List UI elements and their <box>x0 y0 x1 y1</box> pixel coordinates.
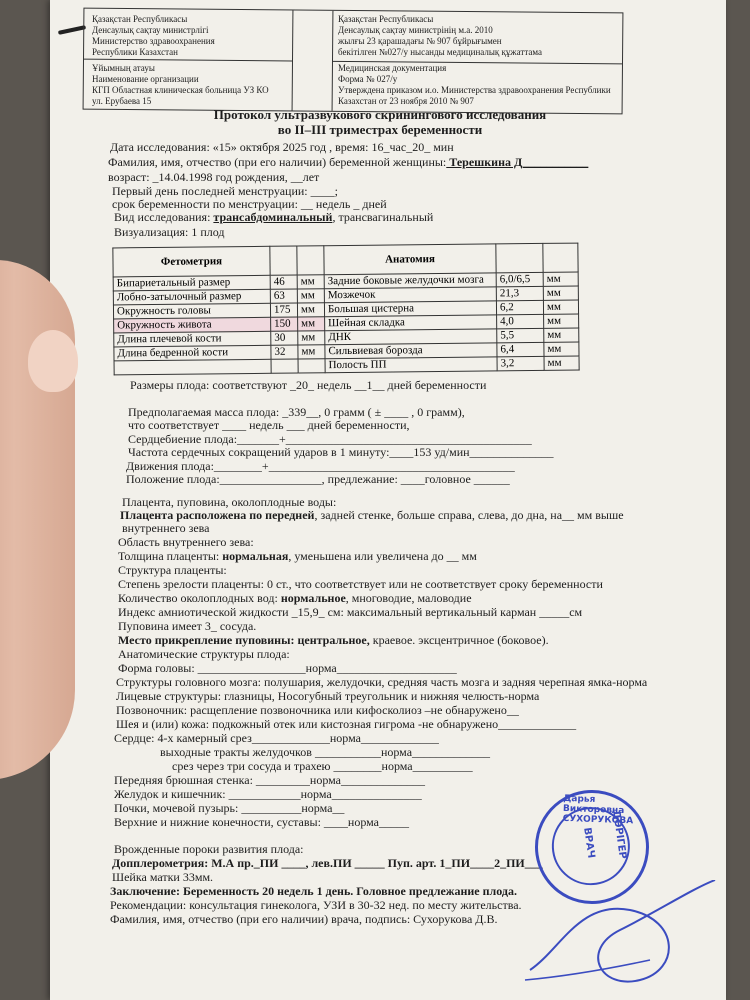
fetometry-cell-a-name: Мозжечок <box>324 287 496 303</box>
line-limbs: Верхние и нижние конечности, суставы: ____норма_____ <box>114 815 409 829</box>
line-cord: Пуповина имеет 3_ сосуда. <box>118 619 257 633</box>
line-anat: Анатомические структуры плода: <box>118 647 290 661</box>
fetometry-cell-a-value: 6,0/6,5 <box>496 272 543 286</box>
fetometry-cell-a-unit: мм <box>544 314 579 328</box>
fetometry-cell-a-value: 5,5 <box>497 328 544 342</box>
line-cervix: Шейка матки 33мм. <box>112 870 214 884</box>
line-sizes: Размеры плода: соответствуют _20_ недель __1__ дней беременности <box>130 378 487 392</box>
anatomy-header: Анатомия <box>324 244 496 275</box>
fetometry-cell-a-name: Большая цистерна <box>324 301 496 317</box>
line-doppler: Допплерометрия: М.А пр._ПИ ____, лев.ПИ _____ Пуп. арт. 1_ПИ____2_ПИ___ <box>112 856 543 870</box>
fetometry-cell-unit: мм <box>298 345 325 359</box>
fetometry-cell-a-name: Сильвиевая борозда <box>325 343 497 359</box>
segment-placenta-loc-bold: Плацента расположена по передней <box>120 508 315 522</box>
term: срок беременности по менструации: __ недель _ дней <box>112 197 387 211</box>
fetometry-table <box>112 243 579 376</box>
segment-cord-attach-bold: Место прикрепление пуповины: центральное, <box>118 633 370 647</box>
fetometry-cell-a-unit: мм <box>543 300 578 314</box>
patient-name-value: Терешкина Д___________ <box>446 155 589 169</box>
fetometry-cell-unit: мм <box>297 289 324 303</box>
patient-name-label: Фамилия, имя, отчество (при его наличии) беременной женщины: <box>108 155 447 169</box>
segment-fluid-rest: , многоводие, маловодие <box>345 591 472 605</box>
thumbnail <box>28 330 78 392</box>
line-gi: Желудок и кишечник: ____________норма_______________ <box>114 787 422 801</box>
fetometry-cell-a-unit: мм <box>543 272 578 286</box>
line-spine: Позвоночник: расщепление позвоночника или кифосколиоз –не обнаружено__ <box>116 703 519 717</box>
segment-thickness-value: нормальная <box>222 549 289 563</box>
line-inner-os: Область внутреннего зева: <box>118 535 254 549</box>
segment-cord-attach-rest: краевое. эксцентричное (боковое). <box>369 633 549 647</box>
fetometry-cell-value: 32 <box>271 345 298 359</box>
line-head-shape: Форма головы: __________________норма____________________ <box>118 661 457 675</box>
segment-fluid-value: нормальное <box>280 591 346 605</box>
line-abd-wall: Передняя брюшная стенка: _________норма______________ <box>114 773 426 787</box>
fetometry-cell-a-name: Полость ПП <box>325 357 497 373</box>
header-right-bottom-line: Медицинская документация <box>338 63 447 73</box>
header-left-top-line: Денсаулық сақтау министрлігі <box>92 25 209 35</box>
line-position: Положение плода:_________________, предлежание: ____головное ______ <box>126 472 510 486</box>
fetometry-cell-a-name: Задние боковые желудочки мозга <box>324 273 496 289</box>
fetometry-cell-name <box>114 359 271 375</box>
line-neck: Шея и (или) кожа: подкожный отек или кистозная гигрома -не обнаружено_____________ <box>116 717 577 731</box>
line-structure: Структура плаценты: <box>118 563 227 577</box>
line-thickness-label <box>118 549 477 563</box>
exam-type-value: трансабдоминальный <box>213 210 333 224</box>
exam-date: Дата исследования: «15» октября 2025 год , время: 16_час_20_ мин <box>110 140 454 154</box>
line-outflow: выходные тракты желудочков ___________норма_____________ <box>160 745 491 759</box>
fetometry-cell-a-value: 6,4 <box>497 342 544 356</box>
line-mass-corr: что соответствует ____ недель ___ дней беременности, <box>128 418 410 432</box>
fetometry-cell-name: Лобно-затылочный размер <box>113 289 270 305</box>
fetometry-cell-value: 46 <box>270 275 297 289</box>
fetometry-cell-name: Бипариетальный размер <box>113 275 270 291</box>
fetometry-cell-a-unit: мм <box>543 286 578 300</box>
fetometry-cell-name: Окружность живота <box>114 317 271 333</box>
fetometry-cell-a-unit: мм <box>544 328 579 342</box>
fetometry-cell-name: Окружность головы <box>113 303 270 319</box>
fetometry-cell-value: 30 <box>271 331 298 345</box>
line-placenta-loc2: внутреннего зева <box>122 521 210 535</box>
line-brain: Структуры головного мозга: полушария, желудочки, средняя часть мозга и задняя черепная ямка-норма <box>116 675 648 689</box>
header-right-top-line: Денсаулық сақтау министрінің м.а. 2010 <box>338 25 493 35</box>
line-maturity: Степень зрелости плаценты: 0 ст., что соответствует или не соответствует сроку беременности <box>118 577 603 591</box>
stamp-center1: ДӘРІГЕР <box>610 809 628 860</box>
header-right-bottom-line: Казахстан от 23 ноября 2010 № 907 <box>338 96 474 106</box>
line-doctor: Фамилия, имя, отчество (при его наличии) врача, подпись: Сухорукова Д.В. <box>110 912 498 926</box>
fetometry-cell-a-name: ДНК <box>325 329 497 345</box>
exam-type-label: Вид исследования: <box>114 210 214 224</box>
segment-fluid-label: Количество околоплодных вод: <box>118 591 281 605</box>
header-left-top-line: Республики Казахстан <box>92 47 178 57</box>
stamp-ring-text: Дарья Викторовна СУХОРУКОВА <box>562 793 634 827</box>
fetometry-cell-a-unit: мм <box>544 356 579 370</box>
fetometry-cell-a-name: Шейная складка <box>325 315 497 331</box>
exam-type-rest: , трансвагинальный <box>332 210 434 224</box>
header-left-bottom-line: ул. Ерубаева 15 <box>92 96 152 106</box>
line-heart: Сердце: 4-х камерный срез_____________норма_____________ <box>114 731 439 745</box>
fetometry-cell-unit <box>298 359 325 373</box>
signature <box>520 880 720 990</box>
fetometry-cell-a-value: 4,0 <box>497 314 544 328</box>
header-left-bottom-line: Наименование организации <box>92 74 199 84</box>
header-right-top-line: Қазақстан Республикасы <box>338 14 434 24</box>
line-cord-attach-bold <box>118 633 549 647</box>
line-hr: Частота сердечных сокращений ударов в 1 минуту:____153 уд/мин______________ <box>128 445 554 459</box>
line-ami: Индекс амниотической жидкости _15,9_ см: максимальный вертикальный карман _____см <box>118 605 583 619</box>
line-mass: Предполагаемая масса плода: _339__, 0 грамм ( ± ____ , 0 грамм), <box>128 405 465 419</box>
fetometry-cell-value: 63 <box>270 289 297 303</box>
line-kidneys: Почки, мочевой пузырь: __________норма__ <box>114 801 345 815</box>
fetometry-cell-a-value: 6,2 <box>496 300 543 314</box>
fetometry-header: Фетометрия <box>113 246 270 277</box>
stamp-center2: ВРАЧ <box>581 826 597 859</box>
line-placenta-loc-bold <box>120 508 624 522</box>
fetometry-cell-a-value: 21,3 <box>496 286 543 300</box>
header-left-top-line: Қазақстан Республикасы <box>92 14 188 24</box>
segment-placenta-loc-rest: , задней стенке, больше справа, слева, до дна, на__ мм выше <box>314 508 624 522</box>
header-right-bottom-line: Утверждена приказом и.о. Министерства здравоохранения Республики <box>338 85 611 95</box>
fetometry-cell-value <box>271 359 298 373</box>
lmp: Первый день последней менструации: ____; <box>112 184 338 198</box>
header-right-bottom-line: Форма № 027/у <box>338 74 398 84</box>
fetometry-cell-unit: мм <box>297 275 324 289</box>
line-malform: Врожденные пороки развития плода: <box>114 842 304 856</box>
fetometry-cell-a-value: 3,2 <box>497 356 544 370</box>
patient-age: возраст: _14.04.1998 год рождения, __лет <box>108 170 320 184</box>
header-left-top-line: Министерство здравоохранения <box>92 36 215 46</box>
line-fluid-label <box>118 591 472 605</box>
fetometry-cell-name: Длина бедренной кости <box>114 345 271 361</box>
fetometry-cell-unit: мм <box>298 331 325 345</box>
fetometry-cell-value: 175 <box>270 303 297 317</box>
header-left-bottom-line: Ұйымның атауы <box>92 63 155 73</box>
exam-type <box>114 210 433 224</box>
line-placenta-head: Плацента, пуповина, околоплодные воды: <box>122 495 337 509</box>
segment-thickness-rest: , уменьшена или увеличена до __ мм <box>288 549 477 563</box>
fetometry-cell-name: Длина плечевой кости <box>114 331 271 347</box>
fetometry-cell-unit: мм <box>298 317 325 331</box>
line-conclusion: Заключение: Беременность 20 недель 1 день. Головное предлежание плода. <box>110 884 517 898</box>
header-right-top-line: бекітілген №027/у нысанды медициналық құжаттама <box>338 47 542 57</box>
line-heartbeat: Сердцебиение плода:_______+_________________________________________ <box>128 432 532 446</box>
header-left-bottom-line: КГП Областная клиническая больница УЗ КО <box>92 85 269 95</box>
header-right-top-line: жылғы 23 қарашадағы № 907 бұйрығымен <box>338 36 502 46</box>
fetometry-cell-value: 150 <box>271 317 298 331</box>
line-movements: Движения плода:________+_________________________________________ <box>126 459 515 473</box>
segment-thickness-label: Толщина плаценты: <box>118 549 223 563</box>
line-recommend: Рекомендации: консультация гинеколога, УЗИ в 30-32 нед. по месту жительства. <box>110 898 522 912</box>
visualization: Визуализация: 1 плод <box>114 225 225 239</box>
patient-name-row <box>108 155 588 169</box>
fetometry-cell-unit: мм <box>297 303 324 317</box>
title-line2: во II–III триместрах беременности <box>277 122 483 137</box>
fetometry-cell-a-unit: мм <box>544 342 579 356</box>
title-line1: Протокол ультразвукового скринингового исследования <box>213 107 547 122</box>
line-face: Лицевые структуры: глазницы, Носогубный треугольник и нижняя челюсть-норма <box>116 689 540 703</box>
line-three-vessel: срез через три сосуда и трахею ________норма__________ <box>172 759 473 773</box>
